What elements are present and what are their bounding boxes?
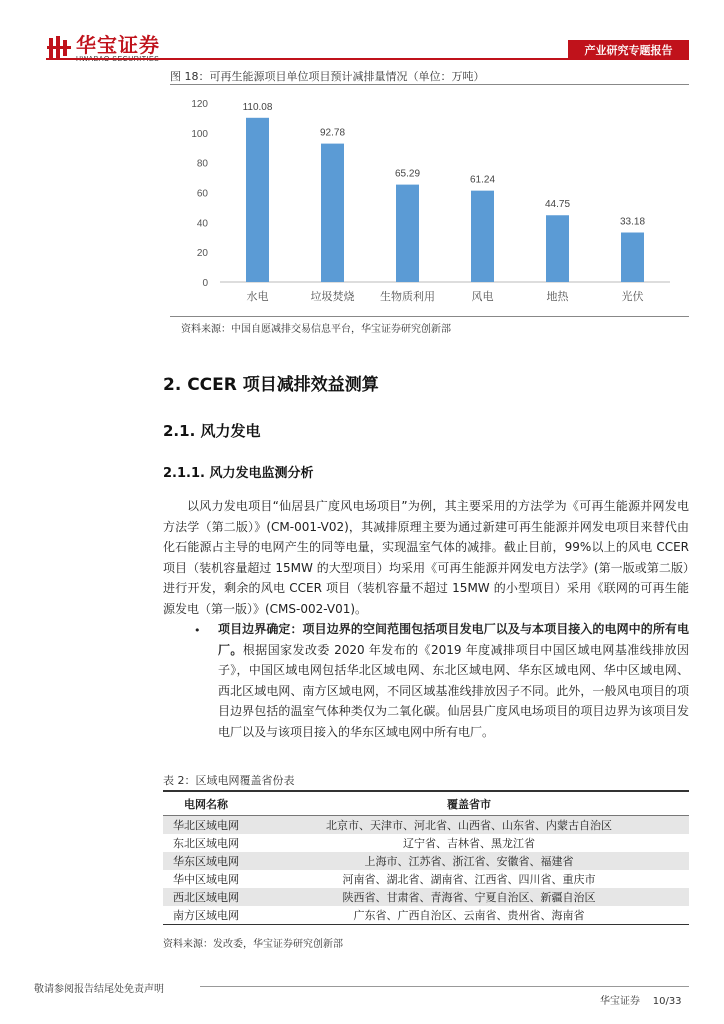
subsubsection-heading: 2.1.1. 风力发电监测分析 [163,466,314,481]
table-cell: 东北区域电网 [173,837,239,850]
table-header-row [163,791,689,816]
bar-value-label: 44.75 [544,199,571,211]
table-cell: 上海市、江苏省、浙江省、安徽省、福建省 [249,852,689,870]
table-row [163,852,689,870]
x-category-label: 垃圾焚烧 [310,290,355,303]
table-source: 资料来源：发改委，华宝证券研究创新部 [163,939,343,950]
figure-top-rule [170,84,689,85]
body-paragraph [163,496,689,619]
table-row [163,888,689,906]
table-cell: 北京市、天津市、河北省、山西省、山东省、内蒙古自治区 [249,816,689,835]
bar-value-label: 61.24 [469,174,496,186]
table-cell: 河南省、湖北省、湖南省、江西省、四川省、重庆市 [342,873,596,886]
table-cell: 南方区域电网 [163,906,249,925]
logo-chinese-name: 华宝证券 [76,33,160,57]
bullet-body: 根据国家发改委 2020 年发布的《2019 年度减排项目中国区域电网基准线排放因子》，中国区域电网包括华北区域电网、东北区域电网、华东区域电网、华中区域电网、西北区域电网、南方区域电网，不同区域基准线排放因子不同。此外，一般风电项目的项目边界包括的温室气体种类仅为二氧化碳。仙居县广度风电场项目的项目边界为该项目发电厂以及与该项目接入的华东区域电网中所有电厂。 [218,642,689,739]
table-row [163,906,689,925]
bullet-item [218,619,689,742]
y-tick-label: 0 [202,278,208,289]
page-number: 10/33 [652,996,682,1007]
section-heading: 2. CCER 项目减排效益测算 [163,375,379,395]
table-cell: 广东省、广西自治区、云南省、贵州省、海南省 [249,906,689,925]
y-tick-label: 100 [191,128,208,140]
table-cell: 西北区域电网 [163,888,249,906]
bar-value-label: 92.78 [319,127,346,139]
footer-rule [200,986,689,987]
disclaimer-note: 敬请参阅报告结尾处免责声明 [34,984,164,995]
x-category-label: 生物质利用 [380,290,435,303]
figure-bottom-rule [170,316,689,317]
bar [621,233,644,282]
figure-caption: 图 18：可再生能源项目单位项目预计减排量情况（单位：万吨） [170,70,485,83]
footer-company: 华宝证券 [600,996,640,1007]
figure-source: 资料来源：中国自愿减排交易信息平台，华宝证券研究创新部 [181,324,451,335]
x-category-label: 光伏 [621,290,644,303]
bar [396,185,419,282]
table-caption: 表 2：区域电网覆盖省份表 [163,774,295,787]
table-cell: 陕西省、甘肃省、青海省、宁夏自治区、新疆自治区 [249,888,689,906]
y-tick-label: 120 [191,99,208,110]
table-cell: 华中区域电网 [173,873,239,886]
bullet-bold-lead: 项目边界确定：项目边界的空间范围包括项目发电厂以及与本项目接入的电网中的所有电厂。 [218,622,689,657]
bar-value-label: 33.18 [619,216,646,228]
table-cell: 华东区域电网 [163,852,249,870]
paragraph-text: 以风力发电项目“仙居县广度风电场项目”为例，其主要采用的方法学为《可再生能源并网发电方法学（第二版）》(CM-001-V02)，其减排原理主要为通过新建可再生能源并网发电项目来替代由化石能源占主导的电网产生的同等电量，实现温室气体的减排。截止目前，99%以上的风电 CCER 项目（装机容量超过 15MW 的大型项目）均采用《可再生能源并网发电方法学》(第一版或第二版）进行开发，剩余的风电 CCER 项目（装机容量不超过 15MW 的小型项目）采用《联网的可再生能源发电（第一版）》(CMS-002-V01)。 [163,499,689,616]
table-cell: 华北区域电网 [163,816,249,835]
report-type-tab: 产业研究专题报告 [568,40,689,60]
x-category-label: 风电 [471,290,494,303]
table-row [163,870,689,888]
bar [246,118,269,282]
table-row [163,816,689,835]
y-tick-label: 40 [196,218,208,230]
bar-value-label: 65.29 [394,168,421,180]
bar [321,144,344,282]
bar-chart [170,88,689,314]
y-tick-label: 20 [196,248,208,260]
bar [546,215,569,282]
bar-value-label: 110.08 [242,101,273,113]
x-category-label: 地热 [546,290,569,303]
table-header-cell: 电网名称 [163,791,249,816]
bar [471,191,494,282]
table-header-cell: 覆盖省市 [249,791,689,816]
subsection-heading: 2.1. 风力发电 [163,422,261,440]
y-tick-label: 80 [196,158,208,170]
grid-region-table [163,790,689,925]
table-cell: 辽宁省、吉林省、黑龙江省 [403,837,535,850]
footer-page-info [600,992,682,1007]
x-category-label: 水电 [246,290,269,303]
bullet-icon: • [194,624,201,637]
y-tick-label: 60 [196,188,208,200]
table-row [163,834,689,852]
